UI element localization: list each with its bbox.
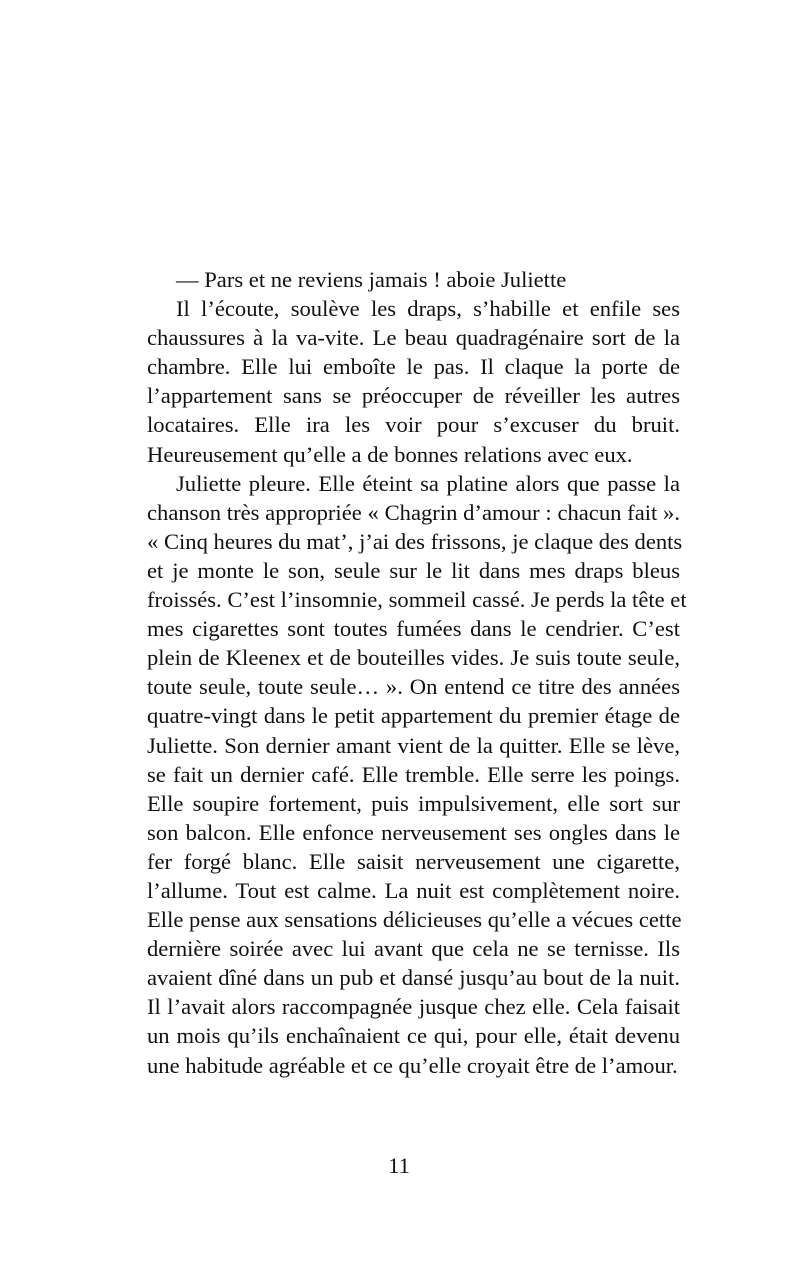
text-line: une habitude agréable et ce qu’elle croyait être de l’amour.	[147, 1052, 678, 1078]
text-line: fer forgé blanc. Elle saisit nerveusement une cigarette,	[147, 848, 680, 874]
text-line: Il l’avait alors raccompagnée jusque chez elle. Cela faisait	[147, 994, 680, 1020]
text-line: Elle soupire fortement, puis impulsivement, elle sort sur	[147, 790, 680, 816]
text-line: son balcon. Elle enfonce nerveusement ses ongles dans le	[147, 819, 680, 845]
text-line: chambre. Elle lui emboîte le pas. Il claque la porte de	[147, 354, 680, 380]
text-line: Juliette. Son dernier amant vient de la quitter. Elle se lève,	[147, 732, 680, 758]
text-line: Elle pense aux sensations délicieuses qu’elle a vécues cette	[147, 907, 682, 933]
text-line: l’appartement sans se préoccuper de réveiller les autres	[147, 383, 680, 409]
text-line: Heureusement qu’elle a de bonnes relations avec eux.	[147, 441, 633, 467]
text-line: Juliette pleure. Elle éteint sa platine alors que passe la	[176, 470, 680, 496]
text-line: mes cigarettes sont toutes fumées dans le cendrier. C’est	[147, 616, 680, 642]
text-line: et je monte le son, seule sur le lit dans mes draps bleus	[147, 557, 680, 583]
text-line: toute seule, toute seule… ». On entend ce titre des années	[147, 674, 680, 700]
text-line: chanson très appropriée « Chagrin d’amour : chacun fait ».	[147, 499, 680, 525]
text-line: locataires. Elle ira les voir pour s’excuser du bruit.	[147, 412, 680, 438]
text-line: — Pars et ne reviens jamais ! aboie Juliette	[176, 267, 567, 292]
text-line: plein de Kleenex et de bouteilles vides. Je suis toute seule,	[147, 645, 680, 671]
text-line: Il l’écoute, soulève les draps, s’habille et enfile ses	[176, 296, 680, 322]
text-line: avaient dîné dans un pub et dansé jusqu’au bout de la nuit.	[147, 965, 680, 991]
text-line: l’allume. Tout est calme. La nuit est complètement noire.	[147, 877, 680, 903]
body-text	[118, 265, 687, 1080]
text-line: « Cinq heures du mat’, j’ai des frissons, je claque des dents	[147, 528, 683, 554]
text-line: chaussures à la va-vite. Le beau quadragénaire sort de la	[147, 325, 680, 351]
text-line: se fait un dernier café. Elle tremble. Elle serre les poings.	[147, 761, 680, 787]
page-number: 11	[388, 1153, 410, 1178]
text-line: quatre-vingt dans le petit appartement du premier étage de	[147, 703, 680, 729]
paragraph-3	[118, 469, 687, 1080]
paragraph-1	[118, 265, 680, 294]
paragraph-2	[118, 294, 680, 469]
text-line: un mois qu’ils enchaînaient ce qui, pour elle, était devenu	[147, 1023, 680, 1049]
text-line: dernière soirée avec lui avant que cela ne se ternisse. Ils	[147, 936, 680, 962]
text-line: froissés. C’est l’insomnie, sommeil cassé. Je perds la tête et	[147, 587, 687, 613]
